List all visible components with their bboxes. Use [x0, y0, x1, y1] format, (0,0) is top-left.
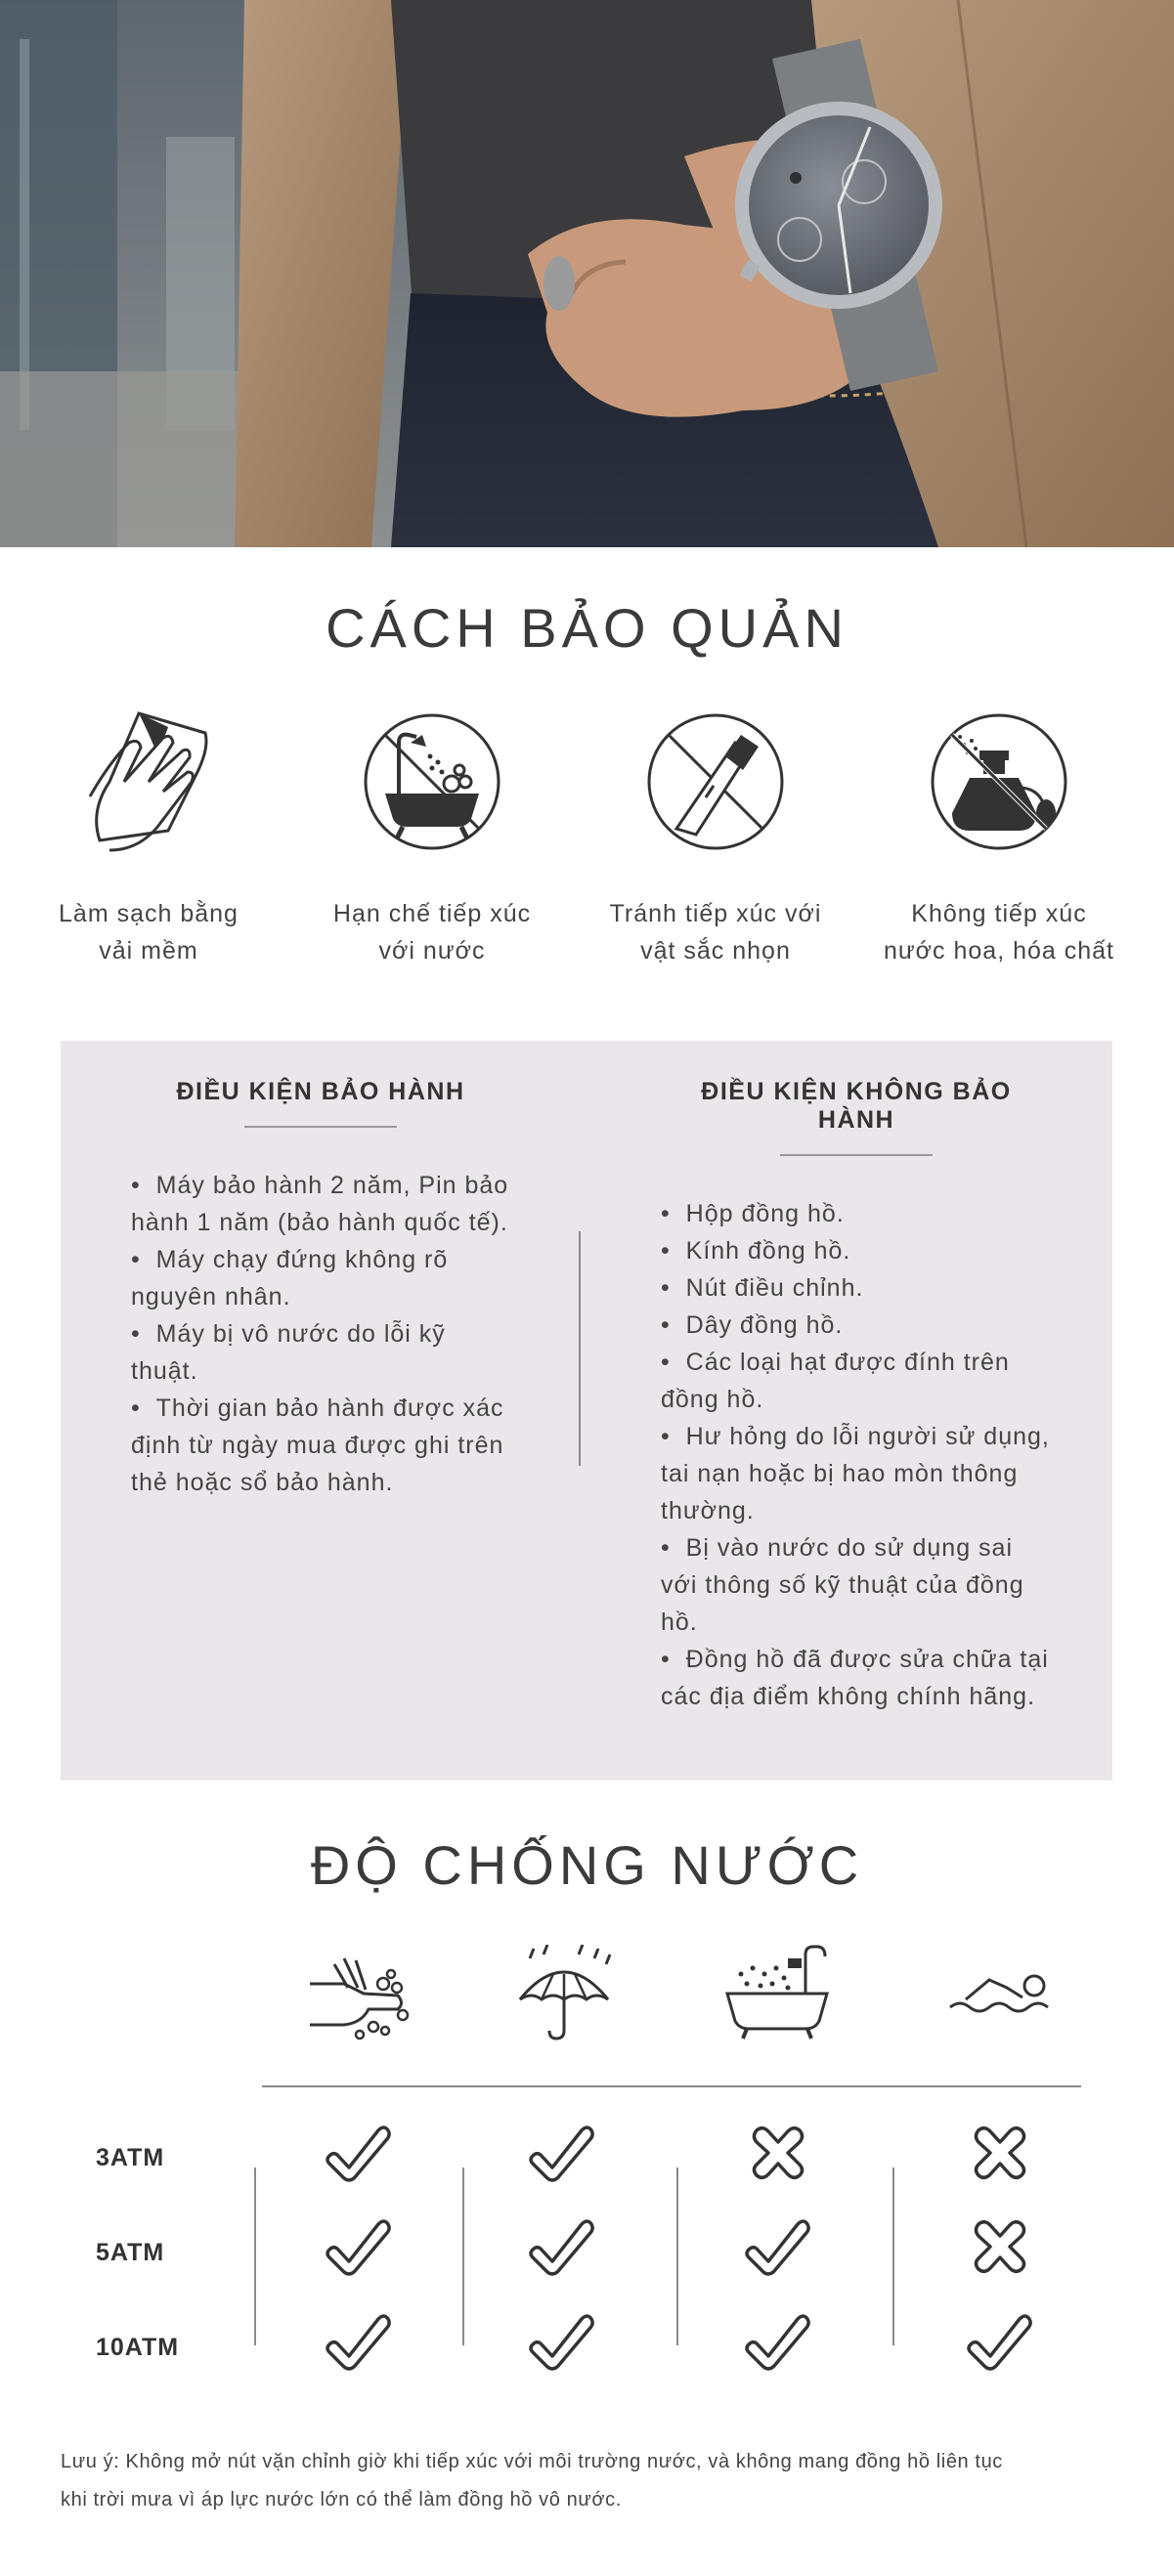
list-item: • Các loại hạt được đính trên đồng hồ. [661, 1344, 1052, 1418]
column-divider [579, 1231, 581, 1466]
list-item: • Máy bảo hành 2 năm, Pin bảo hành 1 năm (bảo hành quốc tế). [131, 1167, 510, 1241]
row-label-10atm: 10ATM [96, 2334, 180, 2361]
water-title: ĐỘ CHỐNG NƯỚC [310, 1834, 864, 1896]
no-warranty-column [661, 1078, 1052, 1715]
cross-icon [965, 2123, 1035, 2183]
note-line1: Lưu ý: Không mở nút vặn chỉnh giờ khi tiếp xúc với môi trường nước, và không mang đồng hồ liên tục [61, 2451, 1003, 2472]
care-item-bath [290, 704, 574, 969]
care-label-line2: với nước [378, 937, 486, 965]
care-label-line1: Hạn chế tiếp xúc [332, 900, 532, 927]
check-icon [743, 2216, 813, 2277]
care-item-knife [574, 704, 857, 969]
check-icon [965, 2311, 1035, 2372]
care-label-line2: nước hoa, hóa chất [884, 937, 1114, 965]
hand-wash-icon [305, 1945, 413, 2042]
hero-photo [0, 0, 1174, 547]
no-knife-icon [637, 704, 794, 860]
shower-bath-icon [723, 1945, 831, 2042]
check-icon [324, 2123, 394, 2183]
care-item-wipe [7, 704, 290, 969]
check-icon [527, 2311, 597, 2372]
check-icon [324, 2311, 394, 2372]
column-divider [676, 2168, 678, 2345]
cross-icon [965, 2216, 1035, 2277]
column-divider [892, 2168, 894, 2345]
note-line2: khi trời mưa vì áp lực nước lớn có thể làm đồng hồ vô nước. [61, 2489, 622, 2511]
warranty-panel [61, 1041, 1112, 1781]
warranty-column [131, 1078, 510, 1501]
care-title: CÁCH BẢO QUẢN [326, 597, 848, 659]
column-divider [254, 2168, 256, 2345]
wipe-cloth-icon [70, 704, 227, 860]
check-icon [527, 2216, 597, 2277]
umbrella-rain-icon [510, 1945, 618, 2042]
care-label-line2: vải mềm [99, 937, 198, 965]
check-icon [324, 2216, 394, 2277]
list-item: • Bị vào nước do sử dụng sai với thông số kỹ thuật của đồng hồ. [661, 1529, 1052, 1641]
list-item: • Thời gian bảo hành được xác định từ ngày mua được ghi trên thẻ hoặc sổ bảo hành. [131, 1390, 510, 1501]
list-item: • Nút điều chỉnh. [661, 1269, 1052, 1307]
care-item-perfume [857, 704, 1141, 969]
list-item: • Hư hỏng do lỗi người sử dụng, tai nạn hoặc bị hao mòn thông thường. [661, 1418, 1052, 1529]
no-perfume-icon [921, 704, 1077, 860]
column-divider [462, 2168, 464, 2345]
table-top-rule [262, 2085, 1081, 2087]
list-item: • Máy bị vô nước do lỗi kỹ thuật. [131, 1315, 510, 1390]
warranty-title: ĐIỀU KIỆN BẢO HÀNH [176, 1078, 465, 1105]
row-label-3atm: 3ATM [96, 2144, 165, 2171]
warranty-list [131, 1167, 510, 1501]
watch-wrist-illustration [0, 0, 1174, 547]
no-warranty-list [661, 1195, 1052, 1715]
list-item: • Kính đồng hồ. [661, 1232, 1052, 1269]
list-item: • Dây đồng hồ. [661, 1307, 1052, 1344]
care-label-line1: Tránh tiếp xúc với [609, 900, 822, 927]
list-item: • Đồng hồ đã được sửa chữa tại các địa điểm không chính hãng. [661, 1641, 1052, 1715]
title-underline [780, 1154, 933, 1156]
no-bath-icon [354, 704, 510, 860]
cross-icon [743, 2123, 813, 2183]
swimming-icon [946, 1945, 1054, 2042]
care-label-line1: Không tiếp xúc [911, 900, 1087, 927]
title-underline [244, 1126, 397, 1128]
note-text [61, 2443, 1116, 2519]
check-icon [527, 2123, 597, 2183]
row-label-5atm: 5ATM [96, 2239, 165, 2266]
list-item: • Hộp đồng hồ. [661, 1195, 1052, 1232]
check-icon [743, 2311, 813, 2372]
care-label-line1: Làm sạch bằng [59, 900, 239, 927]
list-item: • Máy chạy đứng không rõ nguyên nhân. [131, 1241, 510, 1315]
no-warranty-title: ĐIỀU KIỆN KHÔNG BẢO HÀNH [701, 1078, 1012, 1134]
care-label-line2: vật sắc nhọn [640, 937, 791, 965]
